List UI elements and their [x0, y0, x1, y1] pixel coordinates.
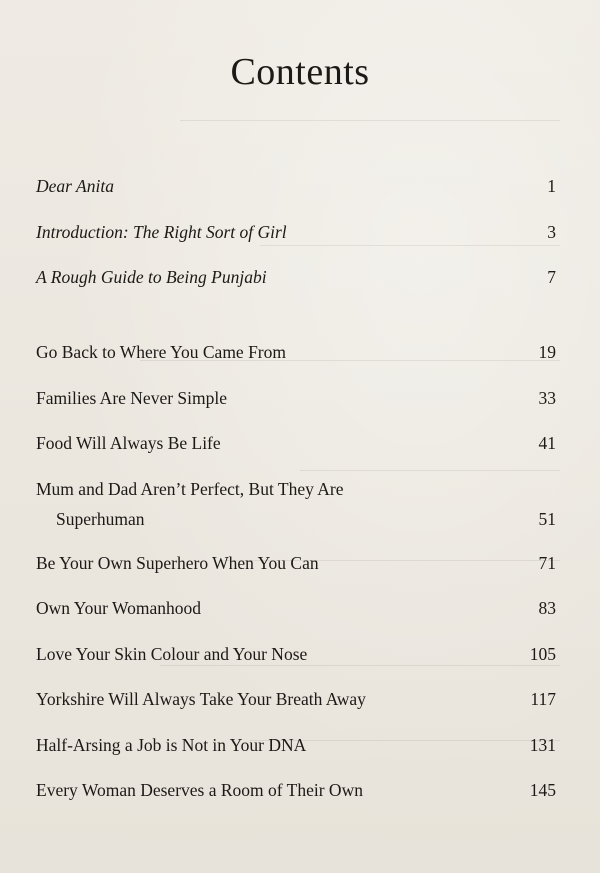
toc-entry: [36, 644, 556, 665]
toc-entry: [36, 479, 556, 530]
toc-entry-page: 105: [529, 644, 556, 664]
toc-entry: [36, 388, 556, 409]
toc-entry-title: Dear Anita: [36, 176, 114, 196]
toc-entry: [36, 598, 556, 619]
page-title: Contents: [230, 51, 370, 93]
toc-entry-title: Own Your Womanhood: [36, 598, 202, 618]
toc-entry: [36, 689, 556, 710]
toc-entry: [36, 735, 556, 756]
toc-entry-title: Families Are Never Simple: [36, 388, 228, 408]
toc-entry-page: 145: [529, 780, 556, 800]
toc-entry-page: 51: [538, 509, 556, 529]
toc-entry: [36, 222, 556, 243]
toc-entry-page: 83: [538, 598, 556, 618]
toc-entry: [36, 342, 556, 363]
toc-entry: [36, 267, 556, 288]
toc-entry-title: Every Woman Deserves a Room of Their Own: [36, 780, 363, 800]
toc-entry-title: Introduction: The Right Sort of Girl: [36, 222, 287, 242]
toc-entry-page: 41: [538, 433, 556, 453]
toc-entry: [36, 433, 556, 454]
toc-entry-page: 71: [538, 553, 556, 573]
toc-entry-title: Go Back to Where You Came From: [36, 342, 286, 362]
toc-entry-title: Be Your Own Superhero When You Can: [36, 553, 319, 573]
toc-entry: [36, 553, 556, 574]
toc-entry-title: Love Your Skin Colour and Your Nose: [36, 644, 308, 664]
toc-entry-page: 117: [530, 689, 556, 709]
toc-entry-page: 1: [547, 176, 556, 196]
toc-entry-title: Half-Arsing a Job is Not in Your DNA: [36, 735, 307, 755]
toc-entry-title: A Rough Guide to Being Punjabi: [36, 267, 267, 287]
toc-entry-title: Yorkshire Will Always Take Your Breath Away: [36, 689, 366, 709]
toc-entry: [36, 780, 556, 801]
toc-entry-page: 3: [547, 222, 556, 242]
toc-entry-page: 131: [529, 735, 556, 755]
toc-entry-page: 33: [538, 388, 556, 408]
toc-entry-page: 7: [547, 267, 556, 287]
toc-entry: [36, 176, 556, 197]
toc-entry-title-continued: Superhuman: [56, 509, 145, 529]
toc-entry-page: 19: [538, 342, 556, 362]
toc-entry-title: Mum and Dad Aren’t Perfect, But They Are: [36, 479, 344, 499]
toc-entry-title: Food Will Always Be Life: [36, 433, 221, 453]
